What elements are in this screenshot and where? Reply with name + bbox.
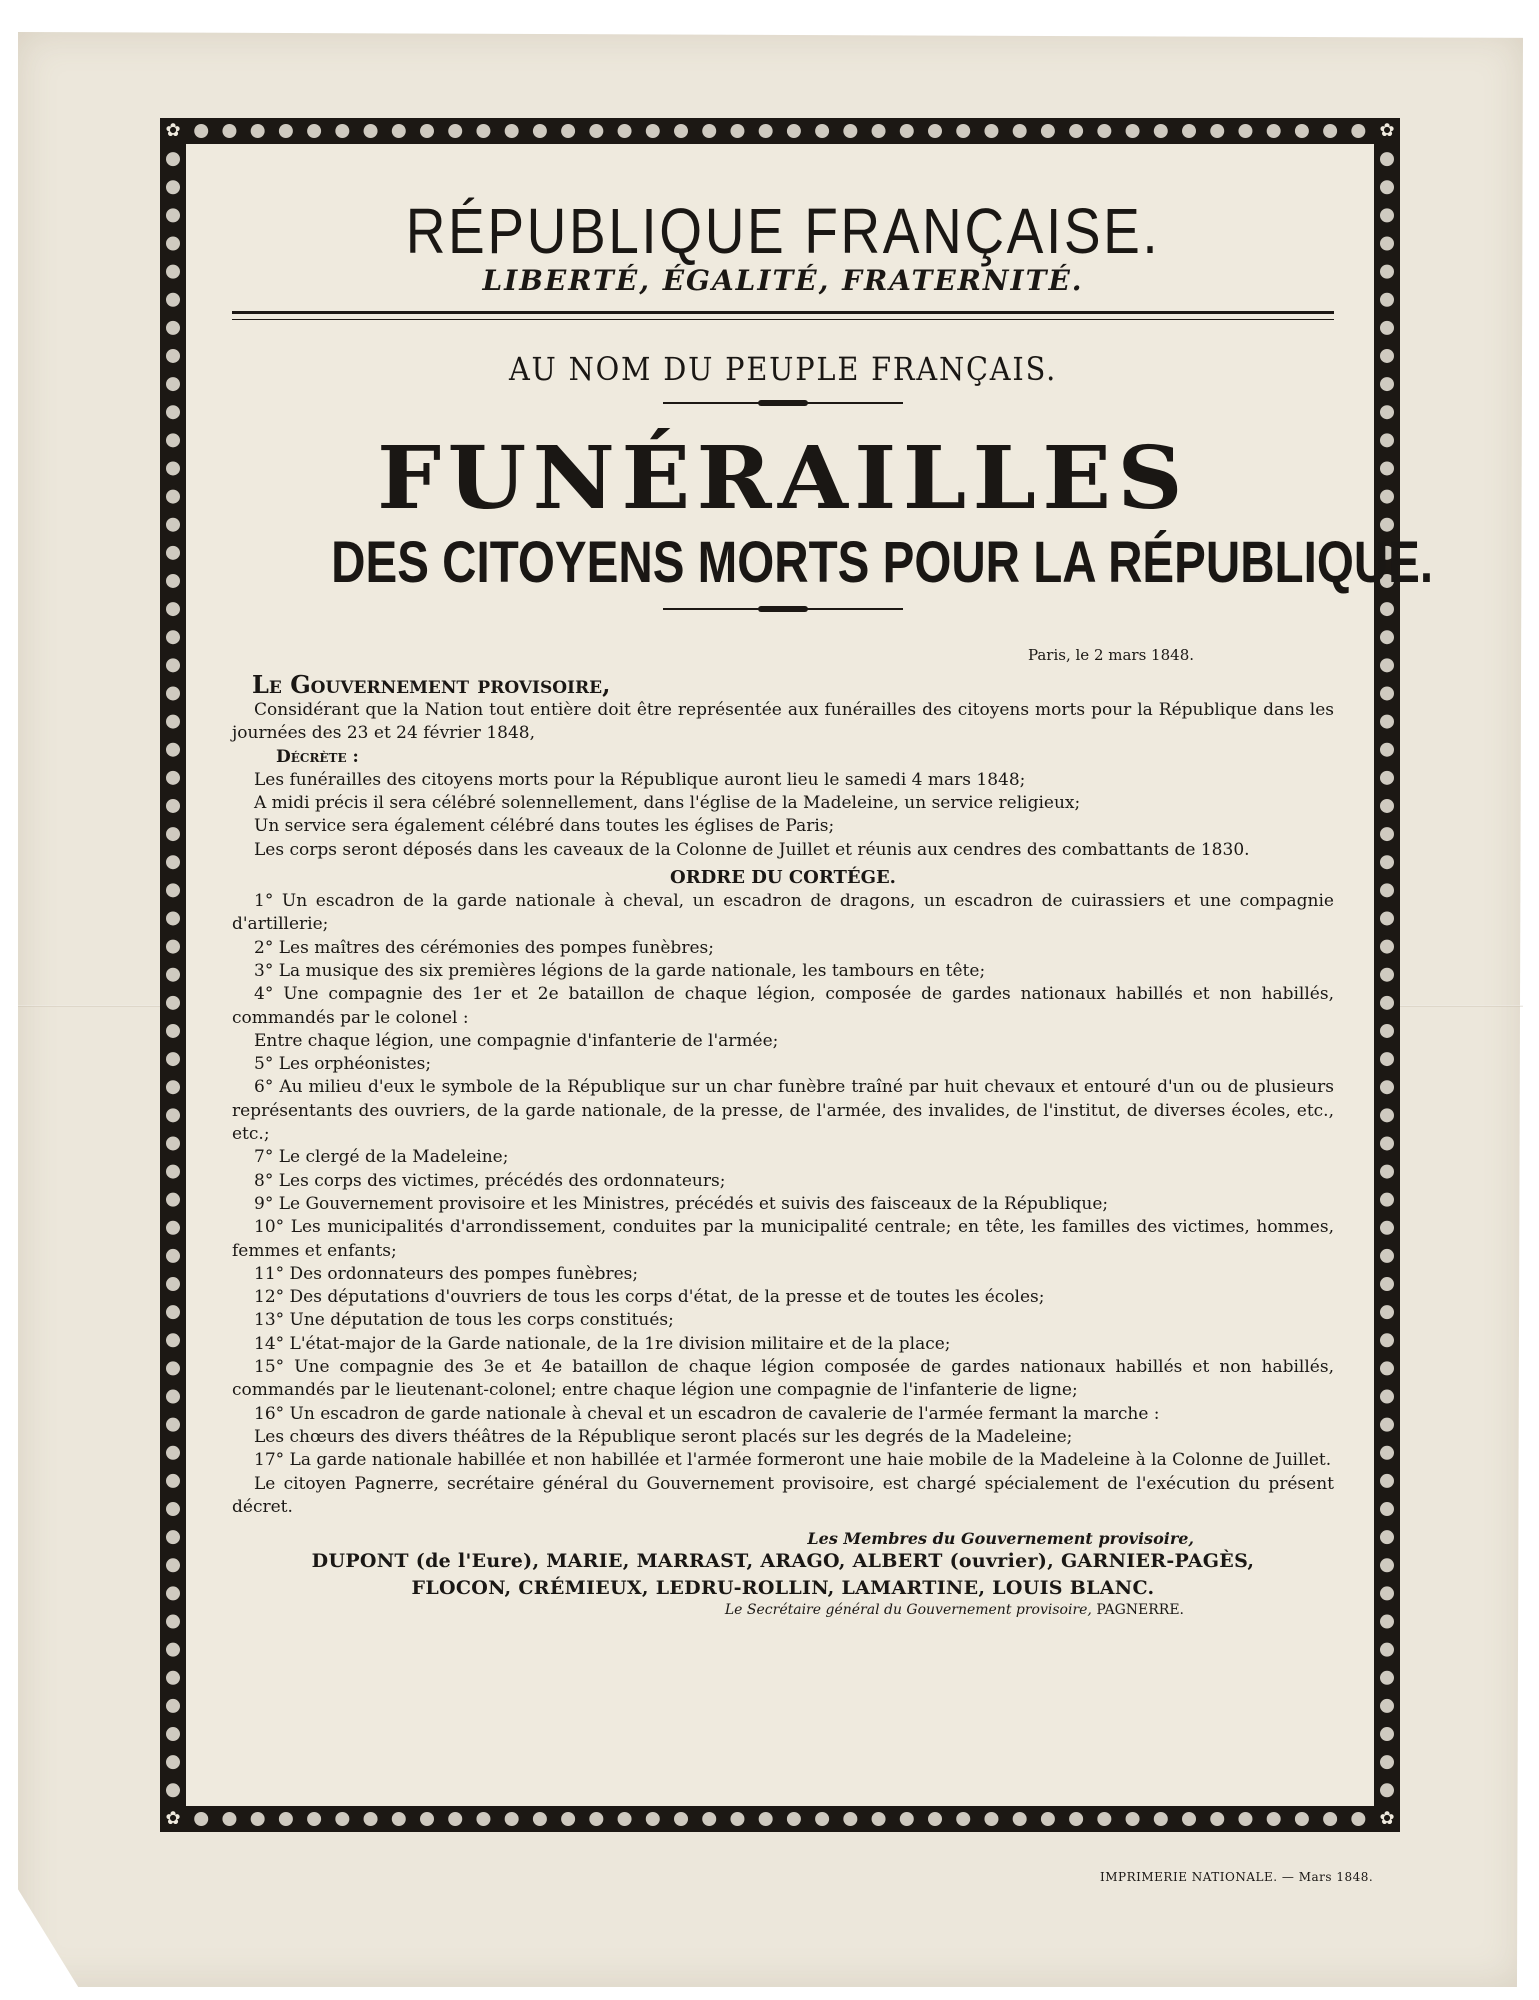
- ornament-divider: [663, 606, 903, 612]
- cortege-item: 1° Un escadron de la garde nationale à cheval, un escadron de dragons, un escadron de cuirassiers et une compagnie d'artillerie;: [232, 891, 1334, 935]
- closing-paragraph: Le citoyen Pagnerre, secrétaire général du Gouvernement provisoire, est chargé spécialement de l'exécution du présent décret.: [232, 1473, 1334, 1517]
- decree-line: A midi précis il sera célébré solennellement, dans l'église de la Madeleine, un service religieux;: [254, 793, 1081, 814]
- corner-rosette-icon: ✿: [1374, 1806, 1400, 1832]
- cortege-item: 8° Les corps des victimes, précédés des ordonnateurs;: [254, 1170, 726, 1191]
- cortege-item: 15° Une compagnie des 3e et 4e bataillon de chaque légion composée de gardes nationaux habillés et non habillés, commandés par le lieutenant-colonel; entre chaque légion une compagnie de l'infanterie de ligne;: [232, 1357, 1334, 1401]
- cortege-item: 5° Les orphéonistes;: [254, 1054, 432, 1075]
- secretary-line: [232, 1602, 1334, 1618]
- signers-line: FLOCON, CRÉMIEUX, LEDRU-ROLLIN, LAMARTINE, LOUIS BLANC.: [411, 1577, 1155, 1600]
- government-label: Le Gouvernement provisoire,: [252, 670, 611, 699]
- in-name-heading: AU NOM DU PEUPLE FRANÇAIS.: [508, 350, 1058, 388]
- cortege-item: 17° La garde nationale habillée et non habillée et l'armée formeront une haie mobile de la Madeleine à la Colonne de Juillet.: [254, 1450, 1332, 1471]
- cortege-item: 14° L'état-major de la Garde nationale, de la 1re division militaire et de la place;: [254, 1333, 951, 1354]
- government-heading: [232, 670, 1334, 699]
- cortege-item: 9° Le Gouvernement provisoire et les Ministres, précédés et suivis des faisceaux de la République;: [254, 1193, 1109, 1214]
- cortege-item: 7° Le clergé de la Madeleine;: [254, 1147, 509, 1168]
- decrete-label: Décrète :: [276, 746, 359, 767]
- motto: LIBERTÉ, ÉGALITÉ, FRATERNITÉ.: [482, 264, 1084, 297]
- cortege-item: Les chœurs des divers théâtres de la République seront placés sur les degrés de la Madeleine;: [254, 1426, 1073, 1447]
- poster-content: [232, 174, 1434, 1619]
- ornamental-border: [160, 118, 1434, 1832]
- cortege-item: 3° La musique des six premières légions de la garde nationale, les tambours en tête;: [254, 960, 986, 981]
- imprint: IMPRIMERIE NATIONALE. — Mars 1848.: [1100, 1870, 1374, 1884]
- cortege-item: 6° Au milieu d'eux le symbole de la République sur un char funèbre traîné par huit chevaux et entouré d'un ou de plusieurs représentants des ouvriers, de la garde nationale, de la presse, de l'armée, des invalides, de l'institut, de diverses écoles, etc., etc.;: [232, 1077, 1334, 1145]
- cortege-item: 11° Des ordonnateurs des pompes funèbres;: [254, 1263, 639, 1284]
- republic-title: RÉPUBLIQUE FRANÇAISE.: [405, 195, 1161, 267]
- decree-date: Paris, le 2 mars 1848.: [1027, 646, 1194, 664]
- secretary-name: PAGNERRE.: [1096, 1602, 1184, 1619]
- decree-line: Les corps seront déposés dans les caveaux de la Colonne de Juillet et réunis aux cendres des combattants de 1830.: [254, 839, 1250, 860]
- signers-line: DUPONT (de l'Eure), MARIE, MARRAST, ARAGO, ALBERT (ouvrier), GARNIER-PAGÈS,: [311, 1550, 1255, 1573]
- double-rule-divider: [232, 311, 1334, 320]
- ordre-title: ORDRE DU CORTÉGE.: [670, 867, 896, 889]
- decree-line: Les funérailles des citoyens morts pour la République auront lieu le samedi 4 mars 1848;: [254, 769, 1026, 790]
- decree-line: Un service sera également célébré dans toutes les églises de Paris;: [254, 816, 835, 837]
- corner-rosette-icon: ✿: [160, 1806, 186, 1832]
- corner-rosette-icon: ✿: [160, 118, 186, 144]
- signers-intro: Les Membres du Gouvernement provisoire,: [807, 1529, 1194, 1549]
- headline-main: FUNÉRAILLES: [377, 428, 1189, 529]
- ornament-divider: [663, 400, 903, 406]
- cortege-item: Entre chaque légion, une compagnie d'infanterie de l'armée;: [254, 1030, 779, 1051]
- secretary-label: Le Secrétaire général du Gouvernement provisoire,: [724, 1602, 1092, 1619]
- corner-rosette-icon: ✿: [1374, 118, 1400, 144]
- cortege-item: 12° Des députations d'ouvriers de tous les corps d'état, de la presse et de toutes les écoles;: [254, 1287, 1045, 1308]
- cortege-item: 2° Les maîtres des cérémonies des pompes funèbres;: [254, 937, 714, 958]
- cortege-item: 10° Les municipalités d'arrondissement, conduites par la municipalité centrale; en tête, les familles des victimes, hommes, femmes et enfants;: [232, 1217, 1334, 1261]
- headline-sub: DES CITOYENS MORTS POUR LA RÉPUBLIQUE.: [331, 530, 1434, 595]
- cortege-item: 13° Une députation de tous les corps constitués;: [254, 1310, 674, 1331]
- considerant-paragraph: Considérant que la Nation tout entière doit être représentée aux funérailles des citoyens morts pour la République dans les journées des 23 et 24 février 1848,: [232, 700, 1334, 744]
- cortege-item: 4° Une compagnie des 1er et 2e bataillon de chaque légion, composée de gardes nationaux habillés et non habillés, commandés par le colonel :: [232, 984, 1334, 1028]
- cortege-item: 16° Un escadron de garde nationale à cheval et un escadron de cavalerie de l'armée fermant la marche :: [254, 1403, 1160, 1424]
